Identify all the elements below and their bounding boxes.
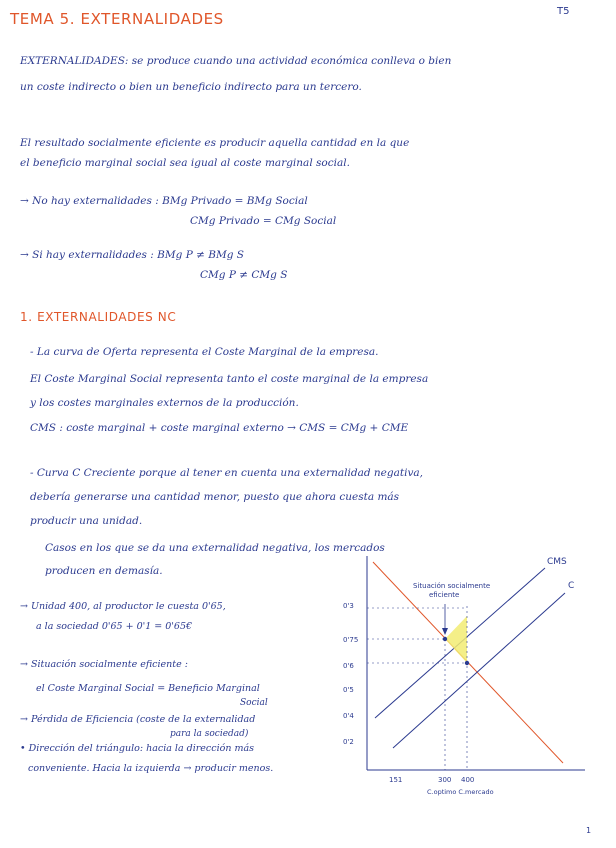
x-tick: 300 [438,776,452,784]
note-7: para la sociedad) [170,729,249,739]
market-point [465,661,469,665]
y-tick: 0'3 [343,602,354,610]
efficiency-line-1: El resultado socialmente eficiente es producir aquella cantidad en la que [20,137,410,149]
corner-mark: T5 [557,6,570,17]
para2-line-3: producir una unidad. [30,515,143,527]
no-externalities-line-1: → No hay externalidades : BMg Privado = BMg Social [20,195,308,207]
y-tick: 0'6 [343,662,354,670]
annotation-line-2: eficiente [429,591,460,599]
section-title: 1. EXTERNALIDADES NC [20,310,177,324]
note-9: conveniente. Hacia la izquierda → producir menos. [28,763,274,774]
no-externalities-line-2: CMg Privado = CMg Social [190,215,337,227]
page-title: TEMA 5. EXTERNALIDADES [10,10,224,28]
externalities-line-1: → Si hay externalidades : BMg P ≠ BMg S [20,249,244,261]
externalities-line-2: CMg P ≠ CMg S [200,269,288,281]
x-caption: C.optimo C.mercado [427,788,494,796]
annotation-arrowhead [442,628,448,635]
section-line-4: CMS : coste marginal + coste marginal externo → CMS = CMg + CME [30,422,409,434]
x-tick: 400 [461,776,475,784]
intro-line-1: EXTERNALIDADES: se produce cuando una actividad económica conlleva o bien [20,55,452,67]
note-6: → Pérdida de Eficiencia (coste de la externalidad [20,714,256,725]
y-tick: 0'75 [343,636,359,644]
section-line-3: y los costes marginales externos de la producción. [30,397,299,409]
section-line-1: - La curva de Oferta representa el Coste Marginal de la empresa. [30,346,379,358]
note-3: → Situación socialmente eficiente : [20,659,188,670]
c-curve [393,593,565,748]
para2-line-2: debería generarse una cantidad menor, puesto que ahora cuesta más [30,491,400,503]
note-8: • Dirección del triángulo: hacia la dirección más [20,743,255,754]
y-tick: 0'5 [343,686,354,694]
section-line-2: El Coste Marginal Social representa tanto el coste marginal de la empresa [30,373,429,385]
intro-line-2: un coste indirecto o bien un beneficio indirecto para un tercero. [20,81,362,93]
efficiency-line-2: el beneficio marginal social sea igual al coste marginal social. [20,157,350,169]
note-2: a la sociedad 0'65 + 0'1 = 0'65€ [36,621,193,632]
y-tick: 0'2 [343,738,354,746]
note-1: → Unidad 400, al productor le cuesta 0'65, [20,601,226,612]
c-label: C [568,581,575,591]
page-number: 1 [586,826,592,835]
cms-label: CMS [547,557,567,567]
efficiency-loss-triangle [445,616,467,663]
note-5: Social [240,698,268,708]
note-4: el Coste Marginal Social = Beneficio Marginal [36,683,260,694]
x-tick: 151 [389,776,403,784]
social-optimum-point [443,637,447,641]
y-tick: 0'4 [343,712,354,720]
para2-line-1: - Curva C Creciente porque al tener en cuenta una externalidad negativa, [30,467,423,479]
para2-line-5: producen en demasía. [45,565,163,577]
annotation-line-1: Situación socialmente [413,582,491,590]
para2-line-4: Casos en los que se da una externalidad negativa, los mercados [45,542,385,554]
externality-diagram [335,548,610,803]
